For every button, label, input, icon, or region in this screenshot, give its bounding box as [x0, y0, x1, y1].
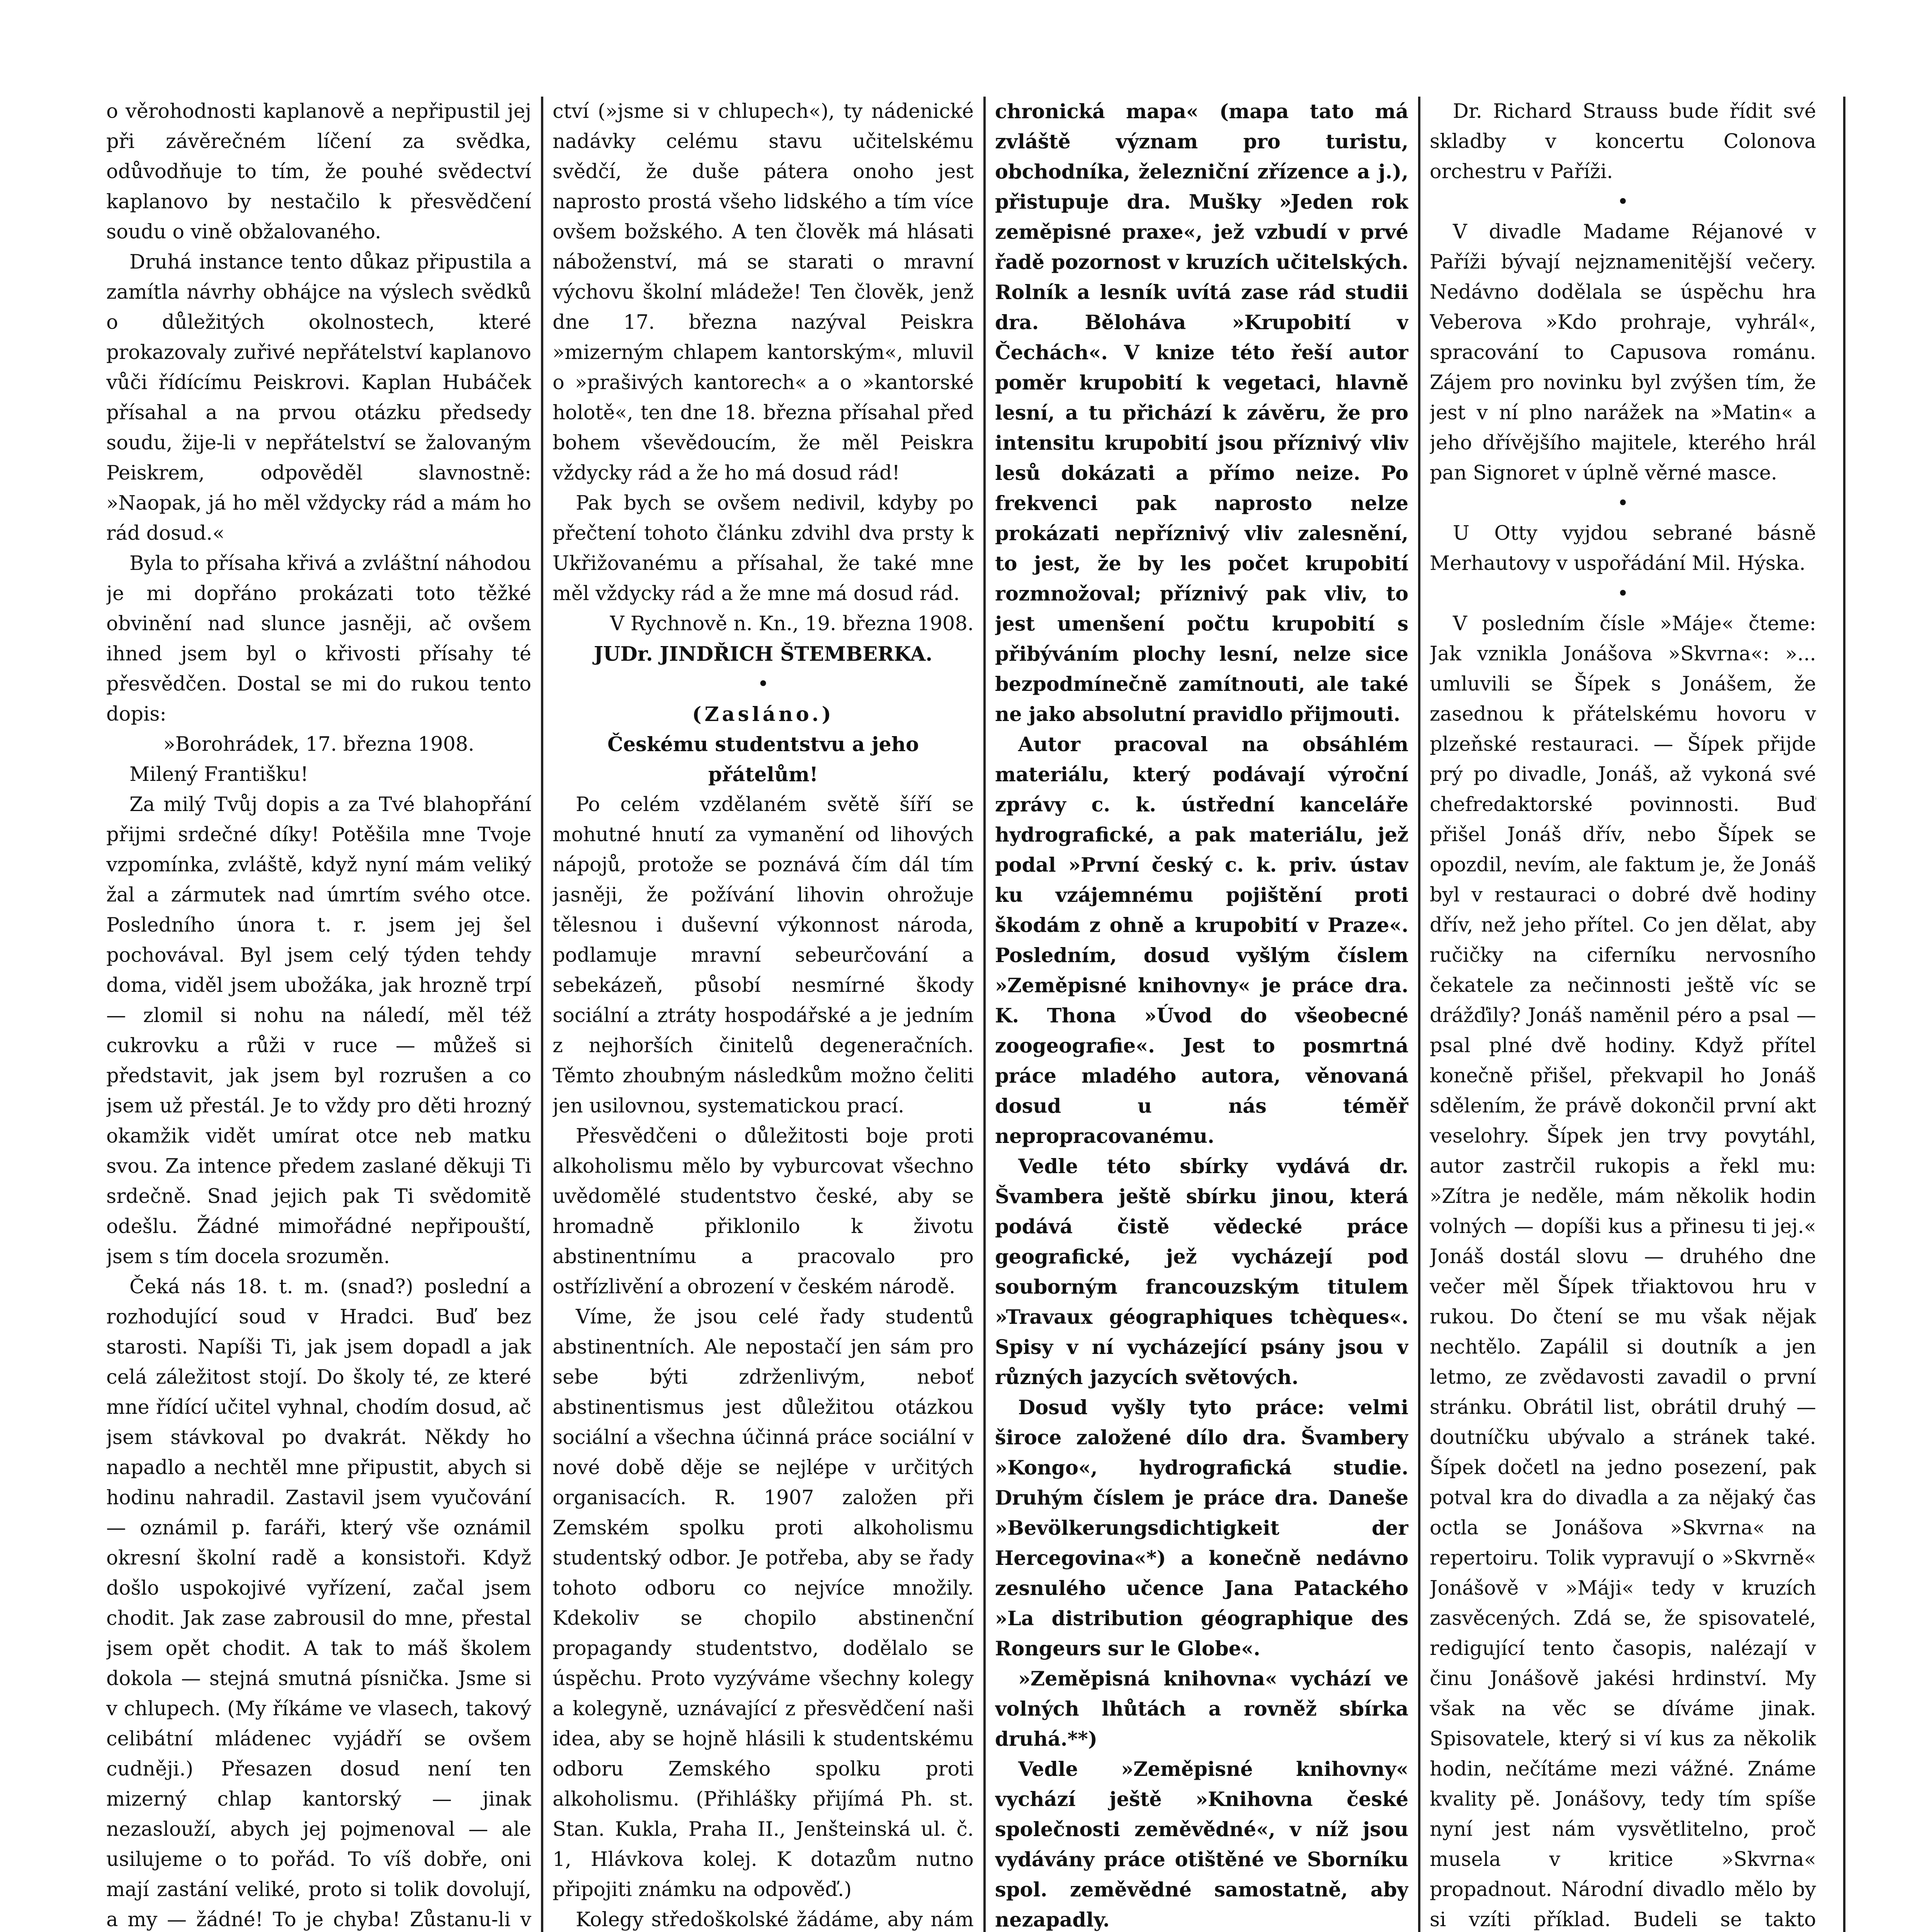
paragraph: Autor pracoval na obsáhlém materiálu, který podávají výroční zprávy c. k. ústřední kanceláře hydrografické, a pak materiálu, jež podal »První český c. k. priv. ústav ku vzájemnému pojištění proti škodám z ohně a krupobití v Praze«. Posledním, dosud vyšlým číslem »Zeměpisné knihovny« je práce dra. K. Thona »Úvod do všeobecné zoogeografie«. Jest to posmrtná práce mladého autora, věnovaná dosud u nás téměř nepropracovanému. [995, 733, 1408, 1148]
dateline: V Rychnově n. Kn., 19. března 1908. [610, 612, 974, 635]
paragraph: U Otty vyjdou sebrané básně Merhautovy v uspořádání Mil. Hýska. [1430, 522, 1816, 575]
paragraph: o věrohodnosti kaplanově a nepřipustil jej při závěrečném líčení za svědka, odůvodňuje to tím, že pouhé svědectví kaplanovo by nestačilo k přesvědčení soudu o vině obžalovaného. [106, 100, 531, 243]
paragraph: Čeká nás 18. t. m. (snad?) poslední a rozhodující soud v Hradci. Buď bez starosti. Napíši Ti, jak jsem dopadl a jak celá záležitost stojí. Do školy té, ze které mne řídící učitel vyhnal, chodím dosud, ač jsem stávkoval po dvakrát. Někdy ho napadlo a nechtěl mne připustit, abych si hodinu nahradil. Zastavil jsem vyučování — oznámil p. faráři, který vše oznámil okresní školní radě a konsistoři. Když došlo uspokojivé vyřízení, začal jsem chodit. Jak zase zabrousil do mne, přestal jsem opět chodit. A tak to máš školem dokola — stejná smutná písnička. Jsme si v chlupech. (My říkáme ve vlasech, takový celibátní mládenec vyjádří se ovšem cudněji.) Přesazen dosud není ten mizerný chlap kantorský — jinak nezaslouží, abych jej pojmenoval — ale usilujeme o to pořád. To víš dobře, oni mají zastání veliké, proto si tolik dovolují, a my — žádné! To je chyba! Zůstanu-li v [106, 1276, 531, 1931]
paragraph: Druhá instance tento důkaz připustila a zamítla návrhy obhájce na výslech svědků o důležitých okolnostech, které prokazovaly zuřivé nepřátelství kaplanovo vůči řídícímu Peiskrovi. Kaplan Hubáček přísahal a na prvou otázku předsedy soudu, žije-li v nepřátelství se žalovaným Peiskrem, odpověděl slavnostně: »Naopak, já ho měl vždycky rád a mám ho rád dosud.« [106, 251, 531, 545]
author-signature: JUDr. JINDŘICH ŠTEMBERKA. [594, 643, 933, 666]
separator-dot: • [1617, 492, 1629, 515]
letter-place: »Borohrádek, 17. března 1908. [163, 733, 474, 756]
column-1 [106, 97, 531, 1932]
paragraph: Dr. Richard Strauss bude řídit své skladby v koncertu Colonova orchestru v Paříži. [1430, 100, 1816, 183]
paragraph: Dosud vyšly tyto práce: velmi široce založené dílo dra. Švambery »Kongo«, hydrografická studie. Druhým číslem je práce dra. Daneše »Bevölkerungsdichtigkeit der Hercegovina«*) a konečně nedávno zesnulého učence Jana Patackého »La distribution géographique des Rongeurs sur le Globe«. [995, 1396, 1408, 1660]
paragraph: Přesvědčeni o důležitosti boje proti alkoholismu mělo by vyburcovat všechno uvědomělé studentstvo české, aby se hromadně přiklonilo k životu abstinentnímu a pracovalo pro ostřízlivění a obrození v českém národě. [553, 1125, 974, 1298]
column-rule [983, 97, 986, 1932]
paragraph: Vedle »Zeměpisné knihovny« vychází ještě »Knihovna české společnosti zeměvědné«, v níž jsou vydávány práce otištěné ve Sborníku spol. zeměvědné samostatně, aby nezapadly. [995, 1758, 1408, 1932]
paragraph: ctví (»jsme si v chlupech«), ty nádenické nadávky celému stavu učitelskému svědčí, že duše pátera onoho jest naprosto prostá všeho lidského a tím více ovšem božského. A ten člověk má hlásati náboženství, má se starati o mravní výchovu školní mládeže! Ten člověk, jenž dne 17. března nazýval Peiskra »mizerným chlapem kantorským«, mluvil o »prašivých kantorech« a o »kantorské holotě«, ten dne 18. března přísahal před bohem vševědoucím, že měl Peiskra vždycky rád a že ho má dosud rád! [553, 100, 974, 485]
column-rule [1418, 97, 1420, 1932]
paragraph: Byla to přísaha křivá a zvláštní náhodou je mi dopřáno prokázati toto těžké obvinění nad slunce jasněji, ač ovšem ihned jsem byl o křivosti přísahy té přesvědčen. Dostal se mi do rukou tento dopis: [106, 552, 531, 726]
paragraph: Víme, že jsou celé řady studentů abstinentních. Ale nepostačí jen sám pro sebe býti zdrženlivým, neboť abstinentismus jest důležitou otázkou sociální a všechna účinná práce sociální v nové době děje se nejlépe v určitých organisacích. R. 1907 založen při Zemském spolku proti alkoholismu studentský odbor. Je potřeba, aby se řady tohoto odboru co nejvíce množily. Kdekoliv se chopilo abstinenční propagandy studentstvo, dodělalo se úspěchu. Proto vyzýváme všechny kolegy a kolegyně, uznávající z přesvědčení naši idea, aby se hojně hlásili k studentskému odboru Zemského spolku proti alkoholismu. (Přihlášky přijímá Ph. st. Stan. Kukla, Praha II., Jenšteinská ul. č. 1, Hlávkova kolej. K dotazům nutno připojiti známku na odpověď.) [553, 1306, 974, 1901]
zaslano-label: (Zasláno.) [692, 703, 834, 726]
paragraph: chronická mapa« (mapa tato má zvláště význam pro turistu, obchodníka, železniční zřízence a j.), přistupuje dra. Mušky »Jeden rok zeměpisné praxe«, jež vzbudí v prvé řadě pozornost v kruzích učitelských. Rolník a lesník uvítá zase rád studii dra. Běloháva »Krupobití v Čechách«. V knize této řeší autor poměr krupobití k vegetaci, hlavně lesní, a tu přichází k závěru, že pro intensitu krupobití jsou příznivý vliv lesů dokázati a přímo neize. Po frekvenci pak naprosto nelze prokázati nepříznivý vliv zalesnění, to jest, že by les počet krupobití rozmnožoval; příznivý pak vliv, to jest umenšení počtu krupobití s přibýváním plochy lesní, nelze sice bezpodmínečně zamítnouti, ale také ne jako absolutní pravidlo přijmouti. [995, 100, 1408, 726]
separator-dot: • [1617, 190, 1629, 213]
column-4 [1430, 97, 1816, 1932]
letter-salutation: Milený Františku! [129, 763, 309, 786]
paragraph: »Zeměpisná knihovna« vychází ve volných lhůtách a rovněž sbírka druhá.**) [995, 1667, 1408, 1751]
separator-dot: • [1617, 582, 1629, 605]
paragraph: Pak bych se ovšem nedivil, kdyby po přečtení tohoto článku zdvihl dva prsty k Ukřižovanému a přísahal, že také mne měl vždycky rád a že mne má dosud rád. [553, 492, 974, 605]
paragraph: V divadle Madame Réjanové v Paříži bývají nejznamenitější večery. Nedávno dodělala se úspěchu hra Veberova »Kdo prohraje, vyhrál«, spracování to Capusova románu. Zájem pro novinku byl zvýšen tím, že jest v ní plno narážek na »Matin« a jeho dřívějšího majitele, kterého hrál pan Signoret v úplně věrné masce. [1430, 221, 1816, 485]
paragraph: Vedle této sbírky vydává dr. Švambera ještě sbírku jinou, která podává čistě vědecké práce geografické, jež vycházejí pod souborným francouzským titulem »Travaux géographiques tchèques«. Spisy v ní vycházející psány jsou v různých jazycích světových. [995, 1155, 1408, 1389]
paragraph: Po celém vzdělaném světě šíří se mohutné hnutí za vymanění od lihových nápojů, protože se poznává čím dál tím jasněji, že požívání lihovin ohrožuje tělesnou i duševní výkonnost národa, podlamuje mravní sebeurčování a sebekázeň, působí nesmírné škody sociální a ztráty hospodářské a je jedním z nejhorších činitelů degeneračních. Těmto zhoubným následkům možno čeliti jen usilovnou, systematickou prací. [553, 793, 974, 1117]
column-2 [553, 97, 974, 1932]
column-rule [1843, 97, 1845, 1932]
column-3 [995, 97, 1408, 1932]
zaslano-heading: Českému studentstvu a jeho přátelům! [607, 733, 919, 786]
separator-dot: • [757, 673, 769, 696]
paragraph: V posledním čísle »Máje« čteme: Jak vznikla Jonášova »Skvrna«: »... umluvili se Šípek s Jonášem, že zasednou k přátelskému hovoru v plzeňské restauraci. — Šípek přijde prý po divadle, Jonáš, až vykoná své chefredaktorské povinnosti. Buď přišel Jonáš dřív, nebo Šípek se opozdil, nevím, ale faktum je, že Jonáš byl v restauraci o dobré dvě hodiny dřív, než jeho přítel. Co jen dělat, aby ručičky na ciferníku nervosního čekatele za nečinnosti ještě víc se drážďily? Jonáš naměnil péro a psal — psal plné dvě hodiny. Když přítel konečně přišel, překvapil ho Jonáš sdělením, že právě dokončil první akt veselohry. Šípek jen trvy povytáhl, autor zastrčil rukopis a řekl mu: »Zítra je neděle, mám několik hodin volných — dopíši kus a přinesu ti jej.« Jonáš dostál slovu — druhého dne večer měl Šípek třiaktovou hru v rukou. Do čtení se mu však nějak nechtělo. Zapálil si doutník a jen letmo, ze zvědavosti zavadil o první stránku. Obrátil list, obrátil druhý — doutníčku ubývalo a stránek také. Šípek dočetl na jedno posezení, pak potval kra do divadla a za nějaký čas octla se Jonášova »Skvrna« na repertoiru. Tolik vypravují o »Skvrně« Jonášově v »Máji« tedy v kruzích zasvěcených. Zdá se, že spisovatelé, redigující tento časopis, nalézají v činu Jonášově jakési hrdinství. My však na věc se díváme jinak. Spisovatele, který si ví kus za několik hodin, nečítáme mezi vážné. Známe kvality pě. Jonášovy, tedy tím spíše nyní jest nám vysvětlitelno, proč musela v kritice »Skvrna« propadnout. Národní divadlo mělo by si vzíti příklad. Budeli se takto [1430, 612, 1816, 1931]
paragraph: Za milý Tvůj dopis a za Tvé blahopřání přijmi srdečné díky! Potěšila mne Tvoje vzpomínka, zvláště, když nyní mám veliký žal a zármutek nad úmrtím svého otce. Posledního února t. r. jsem jej šel pochovával. Byl jsem celý týden tehdy doma, viděl jsem ubožáka, jak hrozně trpí — zlomil si nohu na náledí, měl též cukrovku a růži v ruce — můžeš si představit, jak jsem byl rozrušen a co jsem už přestál. Je to vždy pro děti hrozný okamžik vidět umírat otce neb matku svou. Za intence předem zaslané děkuji Ti srdečně. Snad jejich pak Ti svědomitě odešlu. Žádné mimořádné nepřipouští, jsem s tím docela srozuměn. [106, 793, 531, 1268]
paragraph: Kolegy středoškolské žádáme, aby nám [576, 1908, 974, 1931]
column-rule [541, 97, 543, 1932]
